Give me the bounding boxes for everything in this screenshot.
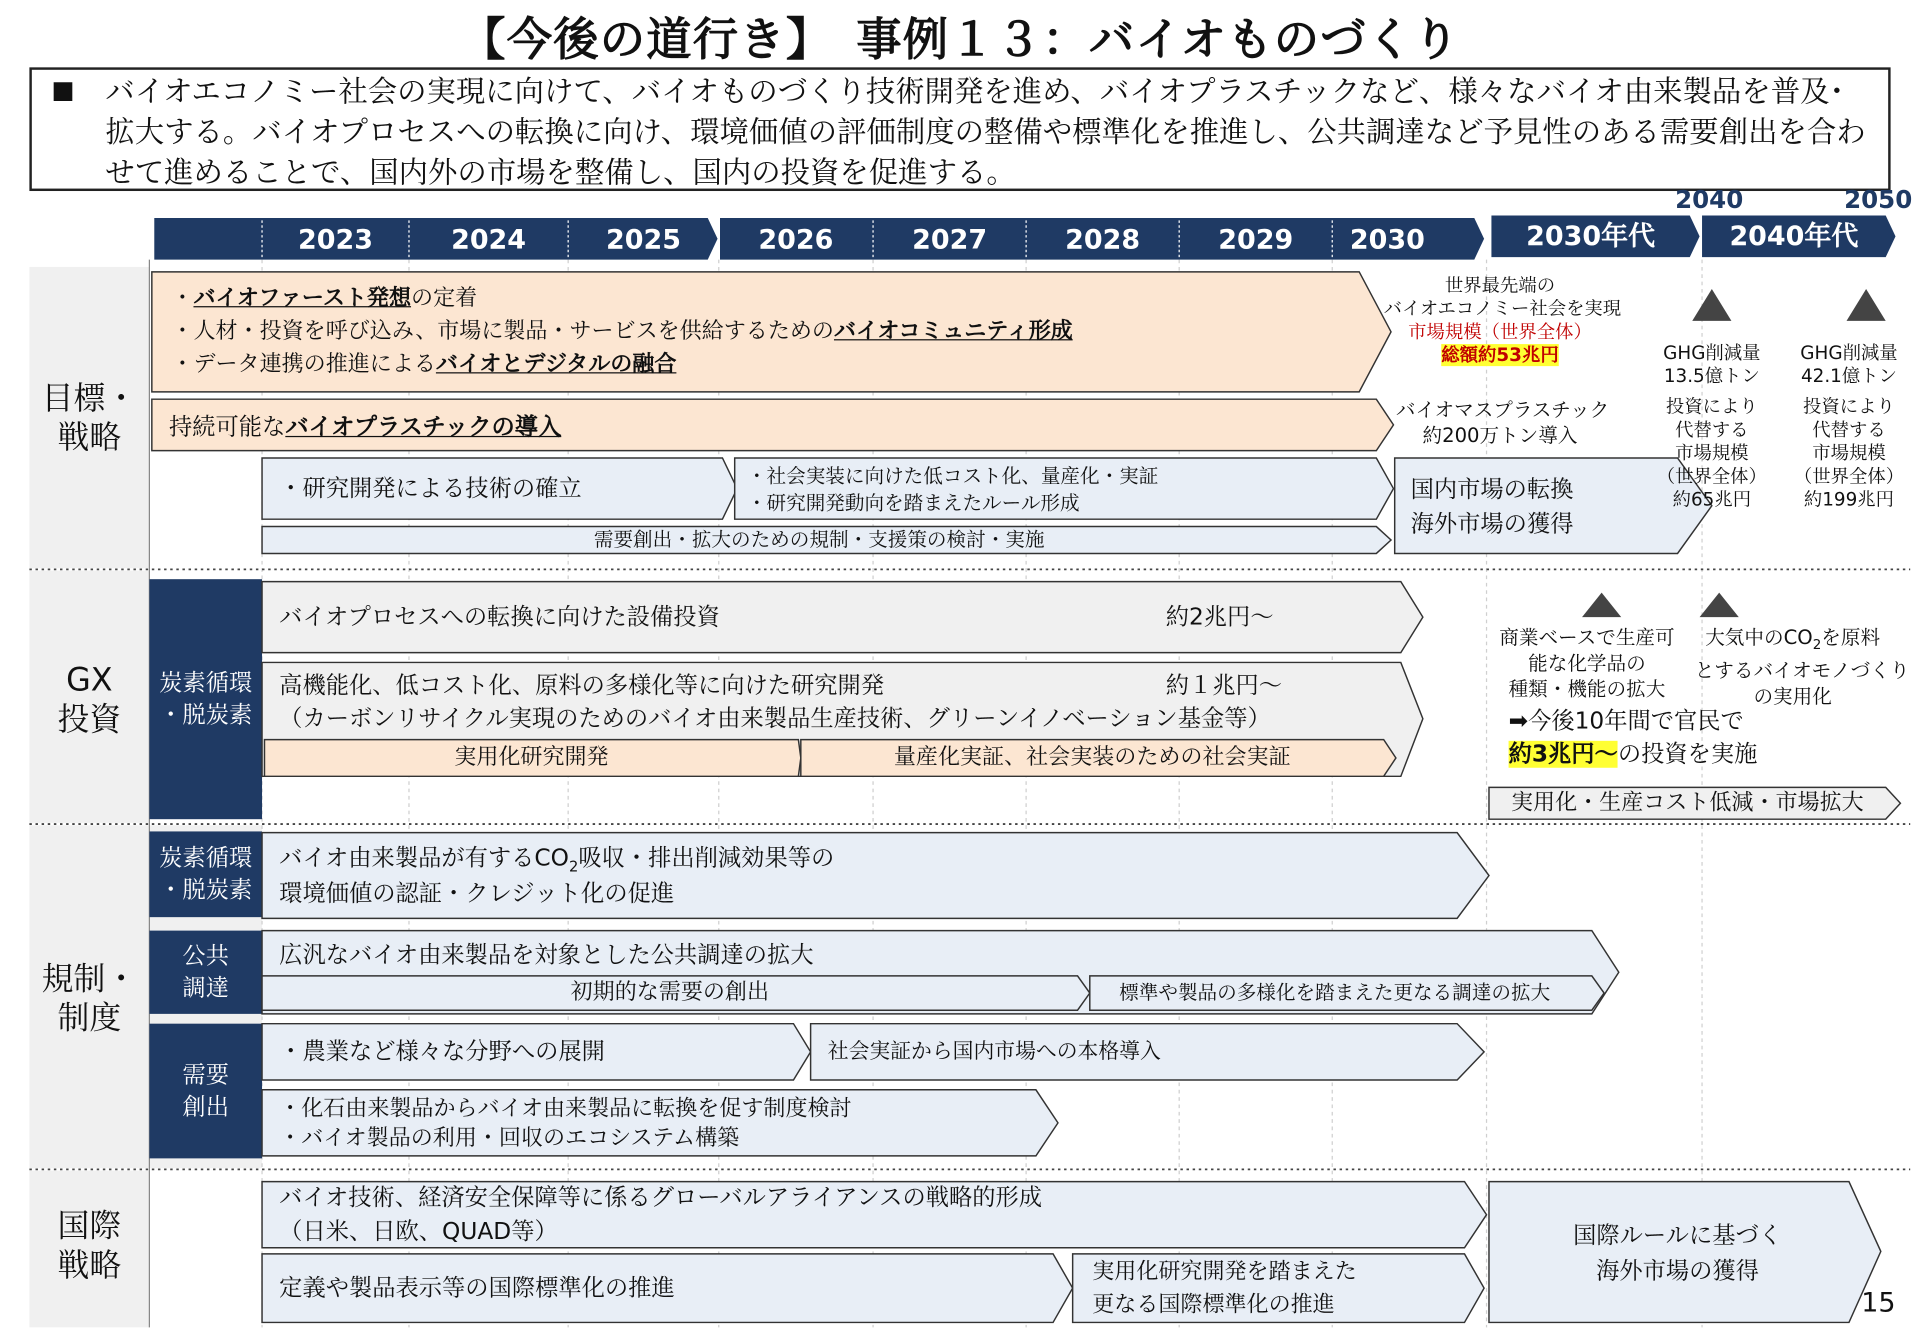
- section-label-goals: [29, 380, 149, 458]
- gx-invest-line2: [1509, 738, 1758, 770]
- gx-goal-b-l1: とするバイオモノづくり: [1694, 659, 1910, 683]
- triangle-gx-a-icon: [1582, 593, 1621, 617]
- intl-a3-l2: 海外市場の獲得: [1596, 1257, 1759, 1285]
- triangle-2040-icon: [1692, 289, 1731, 321]
- reg-arrow2a-text: 初期的な需要の創出: [570, 979, 769, 1006]
- reg-label-line2: 制度: [57, 1000, 122, 1038]
- goals-arrow4-text: 需要創出・拡大のための規制・支援策の検討・実施: [593, 527, 1045, 552]
- year-2023: 2023: [298, 225, 373, 256]
- summary-text: バイオエコノミー社会の実現に向けて、バイオものづくり技術開発を進め、バイオプラスチックなど、様々なバイオ由来製品を普及･拡大する。バイオプロセスへの転換に向け、環境価値の評価制度の整備や標準化を推進し、公共調達など予見性のある需要創出を合わせて進めることで、国内外の市場を整備し、国内の投資を促進する。: [105, 74, 1866, 190]
- market-box-line1: 国内市場の転換: [1410, 476, 1574, 504]
- reg-sub2-label: [149, 931, 262, 1014]
- reg-a1-post: 吸収・排出削減効果等の: [578, 844, 835, 872]
- gx-goal-a-l0: 商業ベースで生産可: [1499, 625, 1675, 649]
- year-2027: 2027: [912, 225, 988, 256]
- reg-sub1-l2: ・脱炭素: [159, 876, 253, 904]
- page-number: 15: [1861, 1288, 1896, 1319]
- ghg-2040-l1: 13.5億トン: [1663, 364, 1760, 387]
- year-2029: 2029: [1218, 225, 1294, 256]
- gx-goal-b-co: 大気中のCO: [1705, 625, 1813, 649]
- gx-arrow1-amount: 約2兆円～: [1165, 603, 1274, 631]
- gx-invest-amount: 約3兆円～: [1508, 740, 1618, 768]
- reg-sub2-l2: 調達: [182, 974, 229, 1002]
- goals-a2-bold: バイオプラスチックの導入: [285, 413, 562, 441]
- gx-goal-b-l0: [1695, 624, 1891, 657]
- goals-a1-l2-pre: ・人材・投資を呼び込み、市場に製品・サービスを供給するための: [171, 318, 834, 345]
- gx-sub-b-text: 量産化実証、社会実装のための社会実証: [893, 744, 1291, 771]
- summary-box: [29, 67, 1890, 191]
- reg-arrow4-line2: ・バイオ製品の利用・回収のエコシステム構築: [279, 1125, 740, 1152]
- ghg-2050-l6: 約199兆円: [1803, 488, 1895, 511]
- gx-arrow2-amount: 約１兆円～: [1165, 672, 1283, 700]
- reg-sub3-l2: 創出: [182, 1093, 229, 1121]
- gx-goal-b-raw: を原料: [1821, 625, 1881, 649]
- reg-arrow4-line1: ・化石由来製品からバイオ由来製品に転換を促す制度検討: [279, 1095, 852, 1122]
- section-label-international: [29, 1207, 149, 1285]
- page-title: 【今後の道行き】 事例１３：バイオものづくり: [460, 13, 1460, 67]
- marker-2050: 2050: [1844, 184, 1913, 215]
- decade-2030s: 2030年代: [1526, 221, 1656, 253]
- year-2026: 2026: [758, 225, 834, 256]
- triangle-2050-icon: [1847, 289, 1886, 321]
- reg-arrow2b-text: 標準や製品の多様化を踏まえた更なる調達の拡大: [1119, 980, 1551, 1005]
- intl-a2b-l1: 実用化研究開発を踏まえた: [1092, 1258, 1357, 1285]
- goals-arrow1-line1: [171, 283, 477, 315]
- goal-plastic-line2: 約200万トン導入: [1422, 423, 1578, 447]
- goals-arrow2-text: [169, 411, 561, 443]
- ghg-2040-l2: 投資により: [1665, 395, 1758, 418]
- reg-label-line1: 規制・: [41, 961, 138, 998]
- reg-sub3-l1: 需要: [182, 1061, 229, 1089]
- goals-a1-l2-bold: バイオコミュニティ形成: [833, 318, 1073, 345]
- triangle-gx-b-icon: [1700, 593, 1739, 617]
- intl-arrow1-line1: バイオ技術、経済安全保障等に係るグローバルアライアンスの戦略的形成: [279, 1184, 1043, 1212]
- goals-arrow1-line3: [171, 349, 676, 381]
- goals-arrow1-line2: [171, 316, 1072, 348]
- gx-sub-line1: 炭素循環: [159, 669, 253, 697]
- gx-sub-a-text: 実用化研究開発: [454, 744, 609, 771]
- intl-arrow2b-text: [1092, 1255, 1356, 1321]
- year-2030: 2030: [1349, 225, 1425, 256]
- gx-arrow2-text2: （カーボンリサイクル実現のためのバイオ由来製品生産技術、グリーンイノベーション基金等）: [279, 705, 1271, 733]
- intl-label-line2: 戦略: [57, 1247, 122, 1285]
- intl-arrow2a-text: 定義や製品表示等の国際標準化の推進: [279, 1274, 675, 1302]
- gx-sub-line2: ・脱炭素: [159, 701, 253, 729]
- ghg-2050-l3: 代替する: [1812, 418, 1886, 441]
- summary-bullet: ■: [51, 74, 75, 105]
- reg-arrow3b-text: 社会実証から国内市場への本格導入: [827, 1039, 1161, 1065]
- reg-arrow1-line2: 環境価値の認証・クレジット化の促進: [279, 880, 675, 908]
- ghg-2040-l4: 市場規模: [1675, 442, 1749, 465]
- intl-arrow3-text: [1506, 1218, 1849, 1289]
- year-2024: 2024: [451, 225, 527, 256]
- gx-arrow1-text: バイオプロセスへの転換に向けた設備投資: [279, 603, 720, 631]
- intl-a3-l1: 国際ルールに基づく: [1573, 1222, 1783, 1249]
- gx-goal-b-l2: の実用化: [1753, 684, 1832, 708]
- goals-label-line1: 目標・: [41, 380, 138, 418]
- year-2025: 2025: [605, 225, 681, 256]
- gx-invest-post: の投資を実施: [1617, 740, 1758, 768]
- ghg-2040: [1648, 342, 1775, 512]
- goals-a2-pre: 持続可能な: [168, 413, 286, 441]
- ghg-2050-l2: 投資により: [1803, 395, 1895, 418]
- gx-invest-line1: ➡今後10年間で官民で: [1508, 707, 1744, 735]
- reg-sub1-l1: 炭素循環: [159, 844, 253, 872]
- gx-goal-a-l2: 種類・機能の拡大: [1508, 677, 1666, 701]
- reg-arrow2-text: 広汎なバイオ由来製品を対象とした公共調達の拡大: [279, 941, 814, 969]
- goals-arrow3b-line1: ・社会実装に向けた低コスト化、量産化・実証: [746, 464, 1159, 488]
- reg-arrow3a-text: ・農業など様々な分野への展開: [279, 1038, 605, 1066]
- market-box-line2: 海外市場の獲得: [1410, 510, 1574, 538]
- reg-sub2-l1: 公共: [182, 942, 229, 970]
- ghg-2040-l0: GHG削減量: [1663, 341, 1761, 364]
- goal-plastic: [1395, 397, 1610, 448]
- ghg-2050-l1: 42.1億トン: [1800, 364, 1897, 387]
- goals-a1-l1-bold: バイオファースト発想: [193, 285, 412, 312]
- market-box-text: [1411, 473, 1574, 542]
- ghg-2050: [1785, 342, 1912, 512]
- decade-2040s: 2040年代: [1729, 221, 1859, 253]
- gx-goal-b-sub: 2: [1812, 636, 1822, 653]
- goals-a1-l1-pre: ・: [171, 285, 194, 312]
- section-label-regulation: [29, 960, 149, 1038]
- ghg-2040-l5: （世界全体）: [1656, 465, 1767, 488]
- year-2028: 2028: [1065, 225, 1141, 256]
- intl-a2b-l2: 更なる国際標準化の推進: [1092, 1291, 1335, 1318]
- reg-a1-sub: 2: [568, 858, 579, 876]
- intl-label-line1: 国際: [57, 1208, 122, 1246]
- gx-goal-b: [1694, 624, 1910, 709]
- gx-goal-a: [1489, 624, 1685, 701]
- goal-plastic-line1: バイオマスプラスチック: [1395, 397, 1610, 422]
- goals-arrow3a-text: ・研究開発による技術の確立: [279, 475, 582, 503]
- goal-world-line2: バイオエコノミー社会を実現: [1383, 297, 1622, 320]
- goal-world-line4-wrap: [1384, 344, 1617, 367]
- goal-world: [1383, 274, 1622, 367]
- gx-sub-label: [149, 579, 262, 819]
- goal-world-line3: 市場規模（世界全体）: [1408, 320, 1592, 343]
- goals-a1-l3-bold: バイオとデジタルの融合: [435, 351, 677, 378]
- gx-label-line1: GX: [66, 662, 113, 700]
- ghg-2040-l3: 代替する: [1675, 418, 1749, 441]
- goal-world-total: 総額約53兆円: [1441, 344, 1559, 367]
- ghg-2050-l5: （世界全体）: [1793, 465, 1905, 488]
- goals-label-line2: 戦略: [57, 420, 122, 457]
- goals-a1-l1-post: の定着: [411, 285, 478, 312]
- reg-sub3-label: [149, 1024, 262, 1159]
- goal-world-line1: 世界最先端の: [1444, 274, 1556, 297]
- ghg-2050-l0: GHG削減量: [1800, 341, 1898, 364]
- gx-arrow2-text1: 高機能化、低コスト化、原料の多様化等に向けた研究開発: [279, 672, 885, 700]
- gx-goal-a-l1: 能な化学品の: [1528, 651, 1646, 675]
- gx-practical-text: 実用化・生産コスト低減・市場拡大: [1511, 789, 1864, 816]
- reg-arrow1-line1: [279, 842, 834, 882]
- intl-arrow1-line2: （日米、日欧、QUAD等）: [279, 1218, 558, 1246]
- reg-a1-pre: バイオ由来製品が有するCO: [279, 844, 569, 872]
- ghg-2040-l6: 約65兆円: [1672, 488, 1752, 511]
- section-label-gx: [29, 661, 149, 739]
- reg-sub1-label: [149, 831, 262, 917]
- gx-label-line2: 投資: [57, 701, 122, 739]
- marker-2040: 2040: [1675, 184, 1744, 215]
- goals-arrow3b-line2: ・研究開発動向を踏まえたルール形成: [746, 491, 1080, 515]
- ghg-2050-l4: 市場規模: [1812, 442, 1886, 465]
- goals-a1-l3-pre: ・データ連携の推進による: [171, 351, 436, 378]
